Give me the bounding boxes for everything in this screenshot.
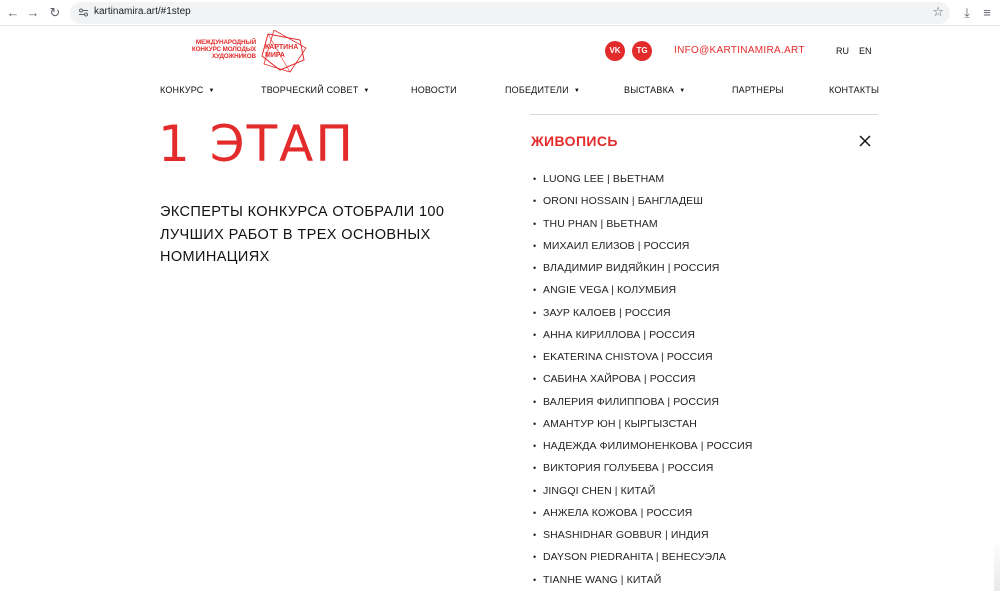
download-icon[interactable]: ⤓ [964, 5, 970, 20]
category-title: ЖИВОПИСЬ [531, 133, 618, 149]
close-icon[interactable] [857, 133, 873, 149]
telegram-icon[interactable]: TG [632, 41, 652, 61]
menu-item-exhibition[interactable]: ВЫСТАВКА ▼ [624, 85, 686, 95]
back-icon[interactable]: ← [6, 5, 20, 20]
lang-ru[interactable]: RU [836, 46, 849, 56]
list-item: • НАДЕЖДА ФИЛИМОНЕНКОВА | РОССИЯ [533, 437, 752, 459]
list-item: • DAYSON PIEDRAHITA | ВЕНЕСУЭЛА [533, 548, 752, 570]
bookmark-star-icon[interactable]: ☆ [932, 4, 944, 19]
main-menu [0, 85, 1000, 99]
menu-item-konkurs[interactable]: КОНКУРС ▼ [160, 85, 215, 95]
panel-divider [530, 114, 878, 115]
participants-list [533, 170, 752, 591]
logo-mark-text: КАРТИНА МИРА [265, 44, 299, 59]
list-item: • АННА КИРИЛЛОВА | РОССИЯ [533, 326, 752, 348]
list-item: • THU PHAN | ВЬЕТНАМ [533, 215, 752, 237]
lead-text: ЭКСПЕРТЫ КОНКУРСА ОТОБРАЛИ 100 ЛУЧШИХ РАБОТ В ТРЕХ ОСНОВНЫХ НОМИНАЦИЯХ [160, 204, 445, 265]
menu-item-news[interactable]: НОВОСТИ [411, 85, 457, 95]
list-item: • САБИНА ХАЙРОВА | РОССИЯ [533, 370, 752, 392]
reload-icon[interactable]: ↻ [49, 5, 61, 20]
list-item: • EKATERINA CHISTOVA | РОССИЯ [533, 348, 752, 370]
list-item: • SHASHIDHAR GOBBUR | ИНДИЯ [533, 526, 752, 548]
list-item: • ЗАУР КАЛОЕВ | РОССИЯ [533, 304, 752, 326]
email-link[interactable]: INFO@KARTINAMIRA.ART [674, 45, 805, 56]
list-item: • ORONI HOSSAIN | БАНГЛАДЕШ [533, 192, 752, 214]
browser-toolbar [0, 0, 1000, 26]
site-logo[interactable] [168, 30, 308, 74]
list-item: • ВИКТОРИЯ ГОЛУБЕВА | РОССИЯ [533, 459, 752, 481]
list-item: • TIANHE WANG | КИТАЙ [533, 571, 752, 591]
logo-text: МЕЖДУНАРОДНЫЙ КОНКУРС МОЛОДЫХ ХУДОЖНИКОВ [191, 39, 256, 60]
url-text[interactable]: kartinamira.art/#1step [94, 6, 191, 17]
chevron-down-icon: ▼ [573, 88, 580, 94]
browser-menu-icon[interactable]: ≡ [983, 5, 991, 20]
list-item: • JINGQI CHEN | КИТАЙ [533, 482, 752, 504]
vk-icon[interactable]: VK [605, 41, 625, 61]
address-bar[interactable] [70, 2, 950, 24]
chevron-down-icon: ▼ [208, 88, 215, 94]
menu-item-council[interactable]: ТВОРЧЕСКИЙ СОВЕТ ▼ [261, 85, 370, 95]
list-item: • ВЛАДИМИР ВИДЯЙКИН | РОССИЯ [533, 259, 752, 281]
list-item: • АМАНТУР ЮН | КЫРГЫЗСТАН [533, 415, 752, 437]
list-item: • АНЖЕЛА КОЖОВА | РОССИЯ [533, 504, 752, 526]
lang-en[interactable]: EN [859, 46, 872, 56]
chevron-down-icon: ▼ [363, 88, 370, 94]
list-item: • LUONG LEE | ВЬЕТНАМ [533, 170, 752, 192]
menu-item-contacts[interactable]: КОНТАКТЫ [829, 85, 880, 95]
chevron-down-icon: ▼ [679, 88, 686, 94]
list-item: • ANGIE VEGA | КОЛУМБИЯ [533, 281, 752, 303]
menu-item-partners[interactable]: ПАРТНЕРЫ [732, 85, 784, 95]
page-title: 1 ЭТАП [158, 115, 355, 173]
scroll-edge [994, 540, 1000, 591]
menu-item-winners[interactable]: ПОБЕДИТЕЛИ ▼ [505, 85, 580, 95]
list-item: • МИХАИЛ ЕЛИЗОВ | РОССИЯ [533, 237, 752, 259]
list-item: • ВАЛЕРИЯ ФИЛИППОВА | РОССИЯ [533, 393, 752, 415]
site-settings-icon[interactable] [78, 7, 89, 18]
forward-icon[interactable]: → [26, 5, 40, 20]
